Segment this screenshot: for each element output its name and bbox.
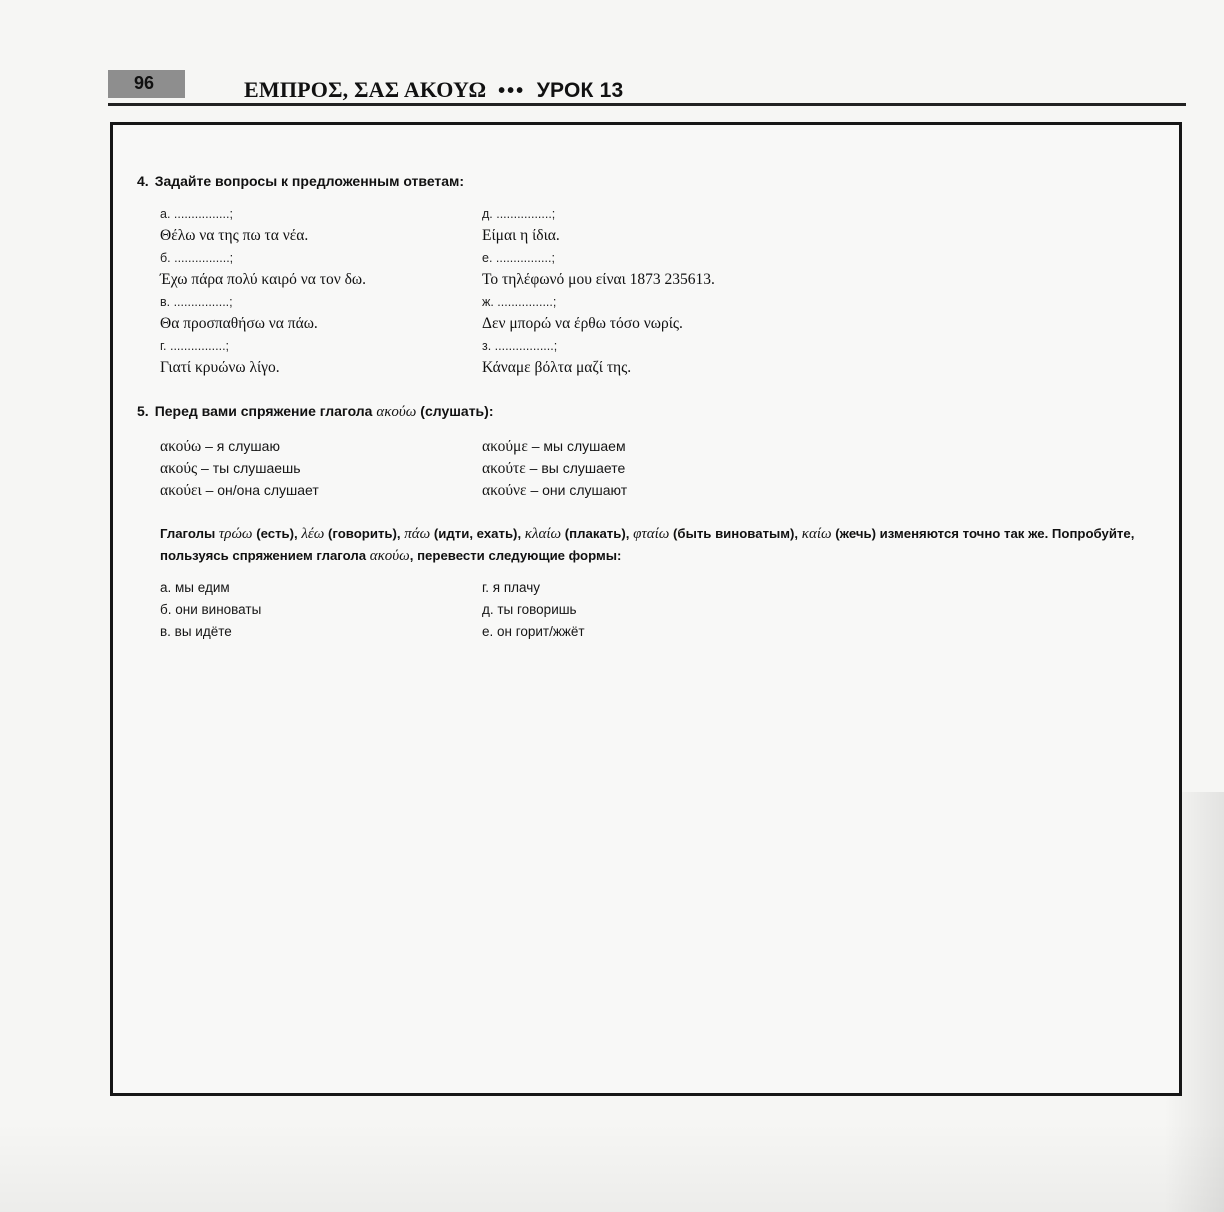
conjugation-row — [160, 457, 319, 479]
greek-verb: πάω — [404, 526, 431, 542]
russian-translation: – вы слушаете — [529, 460, 626, 476]
translation-tasks-right — [482, 577, 585, 643]
answer-sentence: Το τηλέφωνό μου είναι 1873 235613. — [482, 271, 715, 288]
translation-task: б. они виноваты — [160, 602, 262, 617]
exercise-4-number: 4. — [137, 173, 149, 189]
greek-form: ακούω — [160, 438, 202, 455]
greek-verb: καίω — [801, 526, 832, 542]
translation-task: а. мы едим — [160, 580, 230, 595]
answer-sentence: Έχω πάρα πολύ καιρό να τον δω. — [160, 271, 366, 288]
greek-verb: κλαίω — [524, 526, 562, 542]
answer-sentence: Θα προσπαθήσω να πάω. — [160, 315, 318, 332]
question-blank: д. ................; — [482, 207, 556, 221]
translation-task: е. он горит/жжёт — [482, 624, 585, 639]
paragraph-text: (есть), — [252, 526, 302, 541]
page-bottom-shadow — [0, 1122, 1224, 1212]
translation-tasks-left — [160, 577, 261, 643]
answer-sentence: Δεν μπορώ να έρθω τόσο νωρίς. — [482, 315, 683, 332]
exercise-4-left-column — [160, 203, 366, 379]
conjugation-row — [482, 435, 627, 457]
page-header — [108, 70, 1186, 110]
paragraph-text: (жечь) изменяются точно так же. Попробуйте, пользуясь спряжением глагола — [160, 526, 1135, 563]
paragraph-text: (быть виноватым), — [669, 526, 802, 541]
question-blank: б. ................; — [160, 251, 234, 265]
greek-form: ακούνε — [482, 482, 527, 499]
greek-form: ακούς — [160, 460, 198, 477]
greek-form: ακούτε — [482, 460, 526, 477]
russian-translation: – он/она слушает — [205, 482, 319, 498]
page-number-box — [108, 70, 185, 98]
answer-sentence: Κάναμε βόλτα μαζί της. — [482, 359, 632, 376]
exercise-5-instructions-paragraph — [160, 523, 1180, 567]
answer-sentence: Είμαι η ίδια. — [482, 227, 560, 244]
exercise-5-number: 5. — [137, 403, 149, 419]
header-rule — [108, 103, 1186, 106]
answer-sentence: Θέλω να της πω τα νέα. — [160, 227, 309, 244]
conjugation-row — [160, 435, 319, 457]
question-blank: а. ................; — [160, 207, 233, 221]
russian-translation: – мы слушаем — [531, 438, 626, 454]
paragraph-text: , перевести следующие формы: — [409, 548, 622, 563]
greek-verb: ακούω — [369, 548, 410, 564]
russian-translation: – ты слушаешь — [201, 460, 301, 476]
paragraph-text: Глаголы — [160, 526, 219, 541]
question-blank: ж. ................; — [482, 295, 557, 309]
book-title: ΕΜΠΡΟΣ, ΣΑΣ ΑΚΟΥΩ — [244, 77, 487, 102]
exercise-4-instruction: Задайте вопросы к предложенным ответам: — [154, 173, 465, 189]
greek-verb: τρώω — [218, 526, 253, 542]
exercise-5-title — [137, 403, 493, 421]
paragraph-text: (идти, ехать), — [430, 526, 525, 541]
translation-task: д. ты говоришь — [482, 602, 577, 617]
conjugation-row — [482, 479, 627, 501]
paragraph-text: (говорить), — [324, 526, 405, 541]
page-number: 96 — [134, 73, 155, 93]
question-blank: з. .................; — [482, 339, 558, 353]
question-blank: в. ................; — [160, 295, 233, 309]
question-blank: г. ................; — [160, 339, 230, 353]
translation-task: в. вы идёте — [160, 624, 232, 639]
title-separator-dots: ••• — [498, 80, 526, 102]
conjugation-row — [160, 479, 319, 501]
answer-sentence: Γιατί κρυώνω λίγο. — [160, 359, 280, 376]
russian-translation: – они слушают — [530, 482, 628, 498]
greek-form: ακούμε — [482, 438, 528, 455]
russian-translation: – я слушаю — [205, 438, 280, 454]
greek-verb: λέω — [301, 526, 325, 542]
conjugation-right-column — [482, 435, 627, 501]
exercise-4-title — [137, 173, 464, 189]
conjugation-left-column — [160, 435, 319, 501]
question-blank: е. ................; — [482, 251, 555, 265]
exercise-5-verb-meaning: (слушать): — [420, 403, 494, 419]
exercise-frame — [110, 122, 1182, 1096]
lesson-label: УРОК 13 — [536, 79, 624, 102]
greek-form: ακούει — [160, 482, 202, 499]
translation-task: г. я плачу — [482, 580, 541, 595]
conjugation-row — [482, 457, 627, 479]
greek-verb: φταίω — [633, 526, 670, 542]
running-title — [244, 77, 623, 103]
exercise-5-verb: ακούω — [376, 404, 417, 420]
paragraph-text: (плакать), — [561, 526, 634, 541]
exercise-5-instruction: Перед вами спряжение глагола — [154, 403, 373, 419]
exercise-4-right-column — [482, 203, 715, 379]
